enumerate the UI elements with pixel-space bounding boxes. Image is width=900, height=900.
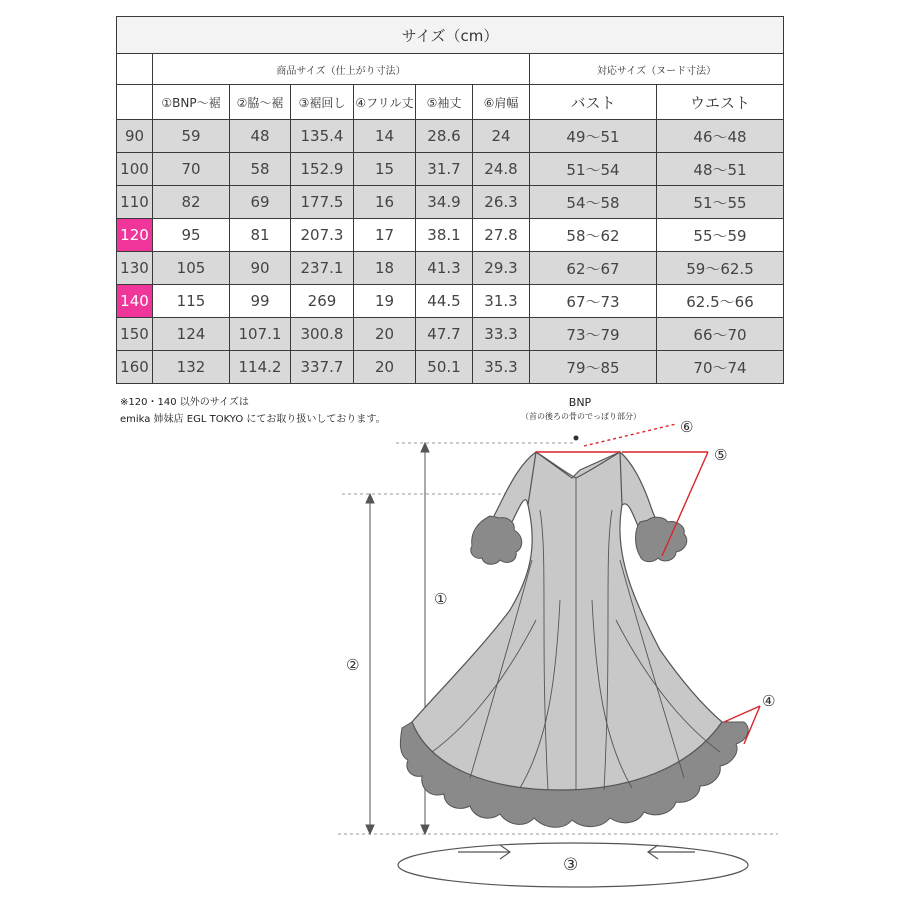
size-cell: 100 xyxy=(117,153,153,186)
column-header: ⑤袖丈 xyxy=(416,85,473,120)
size-cell: 140 xyxy=(117,285,153,318)
group-body-header: 対応サイズ（ヌード寸法） xyxy=(530,54,784,85)
right-sleeve xyxy=(620,452,658,526)
table-cell: 24.8 xyxy=(473,153,530,186)
table-title: サイズ（cm） xyxy=(117,17,784,54)
table-cell: 27.8 xyxy=(473,219,530,252)
table-cell: 62〜67 xyxy=(530,252,657,285)
table-cell: 28.6 xyxy=(416,120,473,153)
column-header: ③裾回し xyxy=(291,85,354,120)
table-cell: 50.1 xyxy=(416,351,473,384)
table-cell: 48 xyxy=(230,120,291,153)
size-cell: 130 xyxy=(117,252,153,285)
column-header: ①BNP〜裾 xyxy=(153,85,230,120)
table-cell: 58〜62 xyxy=(530,219,657,252)
group-product-header: 商品サイズ（仕上がり寸法） xyxy=(153,54,530,85)
table-cell: 81 xyxy=(230,219,291,252)
column-header: ②脇〜裾 xyxy=(230,85,291,120)
table-cell: 31.7 xyxy=(416,153,473,186)
dress-body xyxy=(412,452,722,790)
table-cell: 59〜62.5 xyxy=(657,252,784,285)
table-cell: 29.3 xyxy=(473,252,530,285)
column-header: ウエスト xyxy=(657,85,784,120)
size-cell: 120 xyxy=(117,219,153,252)
table-cell: 47.7 xyxy=(416,318,473,351)
size-cell: 90 xyxy=(117,120,153,153)
table-cell: 67〜73 xyxy=(530,285,657,318)
table-cell: 17 xyxy=(354,219,416,252)
table-cell: 105 xyxy=(153,252,230,285)
table-cell: 49〜51 xyxy=(530,120,657,153)
marker-6: ⑥ xyxy=(680,418,694,436)
table-cell: 34.9 xyxy=(416,186,473,219)
marker-2: ② xyxy=(346,656,360,674)
table-cell: 44.5 xyxy=(416,285,473,318)
table-cell: 59 xyxy=(153,120,230,153)
note-line-1: ※120・140 以外のサイズは xyxy=(120,397,249,408)
column-header: バスト xyxy=(530,85,657,120)
table-cell: 20 xyxy=(354,318,416,351)
table-cell: 41.3 xyxy=(416,252,473,285)
table-cell: 62.5〜66 xyxy=(657,285,784,318)
table-cell: 19 xyxy=(354,285,416,318)
table-cell: 337.7 xyxy=(291,351,354,384)
table-cell: 177.5 xyxy=(291,186,354,219)
size-cell: 110 xyxy=(117,186,153,219)
right-sleeve-frill xyxy=(636,517,687,561)
table-cell: 69 xyxy=(230,186,291,219)
bnp-dot xyxy=(574,436,579,441)
table-cell: 79〜85 xyxy=(530,351,657,384)
bnp-label: BNP xyxy=(568,396,592,409)
marker-5: ⑤ xyxy=(714,446,728,464)
table-cell: 107.1 xyxy=(230,318,291,351)
table-cell: 35.3 xyxy=(473,351,530,384)
bnp-sub-label: （首の後ろの骨のでっぱり部分） xyxy=(521,412,641,421)
table-cell: 31.3 xyxy=(473,285,530,318)
table-cell: 70 xyxy=(153,153,230,186)
column-header: ⑥肩幅 xyxy=(473,85,530,120)
table-cell: 46〜48 xyxy=(657,120,784,153)
table-cell: 237.1 xyxy=(291,252,354,285)
table-cell: 82 xyxy=(153,186,230,219)
marker-1: ① xyxy=(434,590,448,608)
table-cell: 70〜74 xyxy=(657,351,784,384)
table-cell: 20 xyxy=(354,351,416,384)
table-cell: 73〜79 xyxy=(530,318,657,351)
table-cell: 15 xyxy=(354,153,416,186)
table-cell: 135.4 xyxy=(291,120,354,153)
table-cell: 24 xyxy=(473,120,530,153)
table-cell: 58 xyxy=(230,153,291,186)
note-line-2: emika 姉妹店 EGL TOKYO にてお取り扱いしております。 xyxy=(120,414,386,425)
table-cell: 114.2 xyxy=(230,351,291,384)
marker-4: ④ xyxy=(762,692,776,710)
table-cell: 38.1 xyxy=(416,219,473,252)
table-cell: 90 xyxy=(230,252,291,285)
table-cell: 51〜55 xyxy=(657,186,784,219)
table-cell: 95 xyxy=(153,219,230,252)
marker-3: ③ xyxy=(563,855,579,875)
table-cell: 51〜54 xyxy=(530,153,657,186)
table-cell: 26.3 xyxy=(473,186,530,219)
table-cell: 33.3 xyxy=(473,318,530,351)
table-cell: 14 xyxy=(354,120,416,153)
table-cell: 54〜58 xyxy=(530,186,657,219)
table-cell: 55〜59 xyxy=(657,219,784,252)
table-cell: 16 xyxy=(354,186,416,219)
size-cell: 150 xyxy=(117,318,153,351)
left-sleeve-frill xyxy=(471,516,522,564)
table-cell: 269 xyxy=(291,285,354,318)
table-cell: 300.8 xyxy=(291,318,354,351)
table-cell: 115 xyxy=(153,285,230,318)
table-cell: 48〜51 xyxy=(657,153,784,186)
table-cell: 124 xyxy=(153,318,230,351)
table-cell: 18 xyxy=(354,252,416,285)
column-header: ④フリル丈 xyxy=(354,85,416,120)
table-cell: 207.3 xyxy=(291,219,354,252)
table-cell: 99 xyxy=(230,285,291,318)
size-cell: 160 xyxy=(117,351,153,384)
table-cell: 152.9 xyxy=(291,153,354,186)
table-cell: 132 xyxy=(153,351,230,384)
table-cell: 66〜70 xyxy=(657,318,784,351)
